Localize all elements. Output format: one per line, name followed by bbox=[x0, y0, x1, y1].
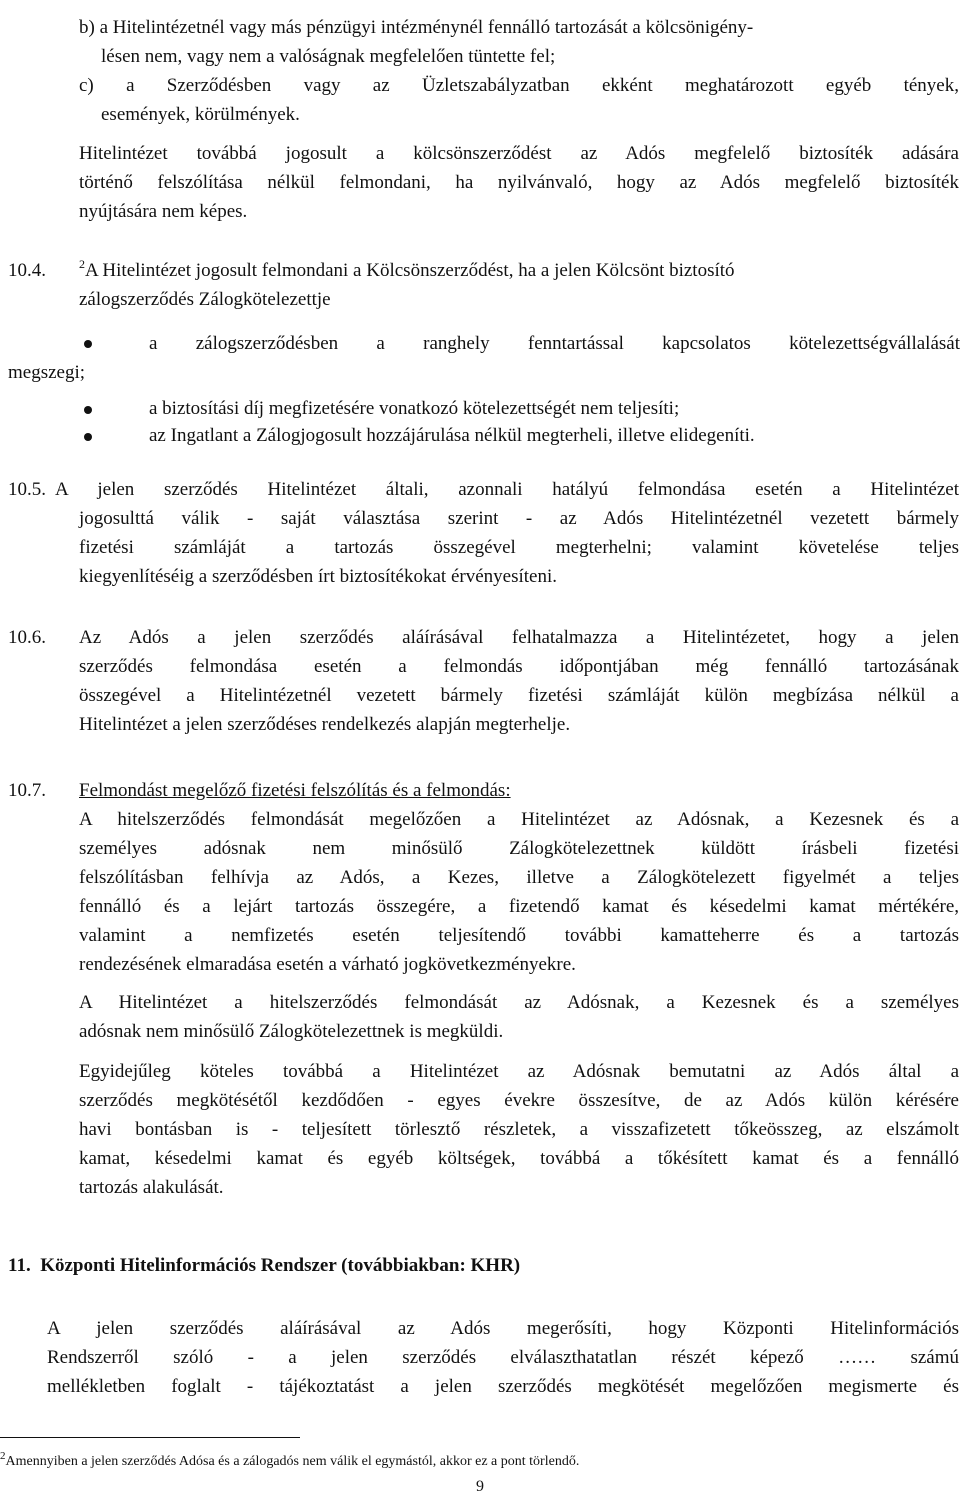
text-line: megszegi; bbox=[8, 362, 86, 383]
section-10-7-p2 bbox=[79, 988, 959, 1046]
bullet-icon bbox=[84, 433, 92, 441]
section-number-10-6: 10.6. bbox=[8, 627, 46, 648]
section-10-4-intro bbox=[79, 256, 959, 314]
text-line: zálogszerződés Zálogkötelezettje bbox=[79, 289, 331, 310]
section-10-7 bbox=[79, 776, 959, 979]
text-line: történő felszólítása nélkül felmondani, ha nyilvánvaló, hogy az Adós megfelelő biztosíték bbox=[79, 172, 959, 193]
bullet-item-3 bbox=[149, 421, 755, 450]
text-line: valamint a nemfizetés esetén teljesítendő további kamatteherre és a tartozás bbox=[79, 925, 959, 946]
text-line: Az Adós a jelen szerződés aláírásával felhatalmazza a Hitelintézetet, hogy a jelen bbox=[79, 627, 959, 648]
list-item-c-cont: események, körülmények. bbox=[101, 104, 300, 125]
text-line: adósnak nem minősülő Zálogkötelezettnek is megküldi. bbox=[79, 1021, 504, 1042]
footnote-text: Amennyiben a jelen szerződés Adósa és a zálogadós nem válik el egymástól, akkor ez a pont törlendő. bbox=[5, 1454, 580, 1469]
section-10-7-p3 bbox=[79, 1057, 959, 1202]
list-items-bc bbox=[79, 13, 959, 129]
text-line: Egyidejűleg köteles továbbá a Hitelintézet az Adósnak bemutatni az Adós által a bbox=[79, 1061, 959, 1082]
footnote-marker: 2 bbox=[0, 1450, 6, 1462]
section-10-6 bbox=[79, 623, 959, 739]
page-number: 9 bbox=[476, 1478, 484, 1495]
text-line: havi bontásban is - teljesített törlesztő részletek, a visszafizetett tőkeösszeg, az elszámolt bbox=[79, 1119, 959, 1140]
section-10-5-cont bbox=[79, 504, 959, 591]
text-line: A jelen szerződés aláírásával az Adós megerősíti, hogy Központi Hitelinformációs bbox=[47, 1318, 959, 1339]
text-line: Hitelintézet továbbá jogosult a kölcsönszerződést az Adós megfelelő biztosíték adására bbox=[79, 143, 959, 164]
text-line: szerződés megkötésétől kezdődően - egyes évekre összesítve, de az Adós külön kérésére bbox=[79, 1090, 959, 1111]
text-line: A jelen szerződés Hitelintézet általi, azonnali hatályú felmondása esetén a Hitelintézet bbox=[55, 479, 959, 500]
bullet-item-1 bbox=[8, 329, 960, 387]
text-line: a biztosítási díj megfizetésére vonatkozó kötelezettségét nem teljesíti; bbox=[149, 398, 680, 419]
text-line: szerződés felmondása esetén a felmondás időpontjában még fennálló tartozásának bbox=[79, 656, 959, 677]
section-number-10-7: 10.7. bbox=[8, 780, 46, 801]
section-heading: Felmondást megelőző fizetési felszólítás és a felmondás: bbox=[79, 780, 511, 801]
section-number-10-5: 10.5. bbox=[8, 479, 46, 500]
footnote bbox=[0, 1446, 579, 1472]
text-line: mellékletben foglalt - tájékoztatást a jelen szerződés megkötését megelőzően megismerte és bbox=[47, 1376, 959, 1397]
section-heading-11: 11. Központi Hitelinformációs Rendszer (továbbiakban: KHR) bbox=[8, 1255, 521, 1276]
text-line: kiegyenlítéséig a szerződésben írt biztosítékokat érvényesíteni. bbox=[79, 566, 557, 587]
section-number-10-4: 10.4. bbox=[8, 260, 46, 281]
footnote-ref: 2 bbox=[79, 257, 85, 271]
text-line: rendezésének elmaradása esetén a várható jogkövetkezményekre. bbox=[79, 954, 576, 975]
section-10-5 bbox=[55, 475, 959, 504]
list-item-c: c) a Szerződésben vagy az Üzletszabályzatban ekként meghatározott egyéb tények, bbox=[79, 75, 959, 96]
text-line: személyes adósnak nem minősülő Zálogkötelezettnek küldött írásbeli fizetési bbox=[79, 838, 959, 859]
list-item-b-cont: lésen nem, vagy nem a valóságnak megfelelően tüntette fel; bbox=[101, 46, 556, 67]
text-line: Hitelintézet a jelen szerződéses rendelkezés alapján megterhelje. bbox=[79, 714, 571, 735]
footnote-separator bbox=[0, 1437, 300, 1438]
text-line: a zálogszerződésben a ranghely fenntartással kapcsolatos kötelezettségvállalását bbox=[149, 333, 960, 354]
text-line: tartozás alakulását. bbox=[79, 1177, 224, 1198]
text-line: az Ingatlant a Zálogjogosult hozzájárulása nélkül megterheli, illetve elidegeníti. bbox=[149, 425, 755, 446]
text-line: nyújtására nem képes. bbox=[79, 201, 248, 222]
bullet-item-2 bbox=[149, 394, 679, 423]
text-line: A hitelszerződés felmondását megelőzően a Hitelintézet az Adósnak, a Kezesnek és a bbox=[79, 809, 959, 830]
text-line-content: A Hitelintézet jogosult felmondani a Kölcsönszerződést, ha a jelen Kölcsönt biztosító bbox=[85, 260, 735, 281]
text-line bbox=[79, 256, 959, 285]
text-line: fizetési számláját a tartozás összegével megterhelni; valamint követelése teljes bbox=[79, 537, 959, 558]
text-line: összegével a Hitelintézetnél vezetett bármely fizetési számláját külön megbízása nélkül a bbox=[79, 685, 959, 706]
text-line: Rendszerről szóló - a jelen szerződés elválaszthatatlan részét képező …… számú bbox=[47, 1347, 959, 1368]
text-line: A Hitelintézet a hitelszerződés felmondását az Adósnak, a Kezesnek és a személyes bbox=[79, 992, 959, 1013]
text-line: fennálló és a lejárt tartozás összegére, a fizetendő kamat és késedelmi kamat mértékére, bbox=[79, 896, 959, 917]
list-item-b: b) a Hitelintézetnél vagy más pénzügyi intézménynél fennálló tartozását a kölcsönigény- bbox=[79, 17, 754, 38]
paragraph-security bbox=[79, 139, 959, 226]
section-11-body bbox=[47, 1314, 959, 1401]
text-line: felszólításban felhívja az Adós, a Kezes, illetve a Zálogkötelezett figyelmét a teljes bbox=[79, 867, 959, 888]
text-line: kamat, késedelmi kamat és egyéb költségek, továbbá a tőkésített kamat és a fennálló bbox=[79, 1148, 959, 1169]
text-line: jogosulttá válik - saját választása szerint - az Adós Hitelintézetnél vezetett bármely bbox=[79, 508, 959, 529]
bullet-icon bbox=[84, 406, 92, 414]
